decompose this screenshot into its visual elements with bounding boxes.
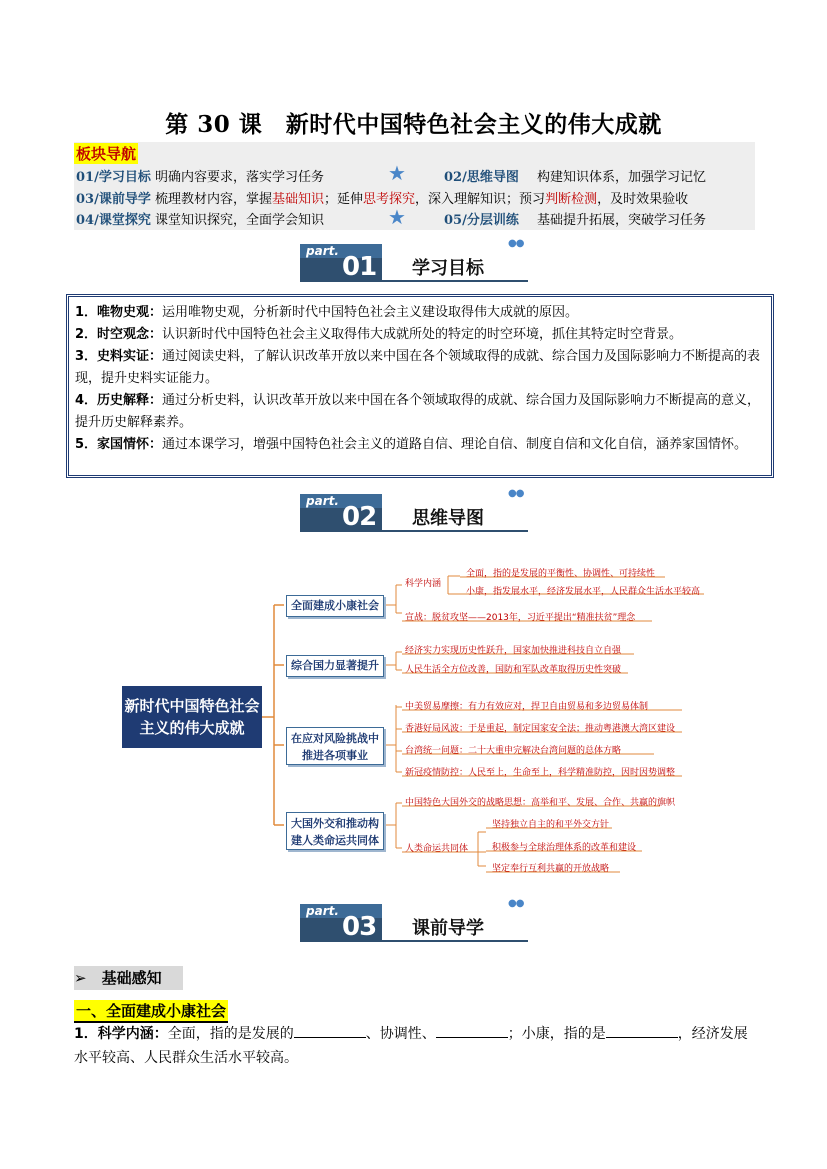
nav-desc: ；延伸 xyxy=(324,192,364,207)
mindmap-leaf: 全面，指的是发展的平衡性、协调性、可持续性 xyxy=(466,569,656,579)
nav-link-training[interactable]: 05/分层训练 xyxy=(444,213,519,228)
nav-highlight: 基础知识 xyxy=(272,192,325,207)
mindmap-leaf: 人类命运共同体 xyxy=(405,844,469,854)
part-label: part. xyxy=(306,494,339,508)
answer-blank[interactable] xyxy=(606,1023,678,1038)
part-number: 01 xyxy=(342,252,377,282)
objective-item: 4．历史解释：通过分析史料，认识改革开放以来中国在各个领域取得的成就、综合国力及国际影响力不断提高的意义，提升历史解释素养。 xyxy=(75,393,761,430)
mindmap-node-diplomacy: 大国外交和推动构建人类命运共同体 xyxy=(286,812,384,850)
mindmap-leaf: 积极参与全球治理体系的改革和建设 xyxy=(492,843,637,853)
nav-link-explore[interactable]: 04/课堂探究 xyxy=(76,213,151,228)
nav-desc: 构建知识体系，加强学习记忆 xyxy=(536,170,706,185)
part-name: 课前导学 xyxy=(412,918,484,939)
mindmap-leaf: 人民生活全方位改善，国防和军队改革取得历史性突破 xyxy=(405,665,622,675)
part-label: part. xyxy=(306,904,339,918)
mindmap-leaf: 香港好局风波：于是重起，制定国家安全法；推动粤港澳大湾区建设 xyxy=(405,724,676,734)
bubble-icon: ●● xyxy=(508,488,524,499)
nav-link-mindmap[interactable]: 02/思维导图 xyxy=(444,170,519,185)
nav-link-preview[interactable]: 03/课前导学 xyxy=(76,192,151,207)
mindmap-leaf: 宣战：脱贫攻坚——2013年，习近平提出“精准扶贫”理念 xyxy=(405,613,636,623)
nav-desc: 课堂知识探究，全面学会知识 xyxy=(154,213,324,228)
mindmap-leaf: 经济实力实现历史性跃升，国家加快推进科技自立自强 xyxy=(405,646,622,656)
nav-desc: ，及时效果验收 xyxy=(597,192,689,207)
part-header-03 xyxy=(300,900,528,944)
answer-blank[interactable] xyxy=(436,1023,508,1038)
mindmap-leaf: 小康，指发展水平，经济发展水平，人民群众生活水平较高 xyxy=(466,587,701,597)
mindmap-leaf: 坚持独立自主的和平外交方针 xyxy=(492,820,610,830)
part-label: part. xyxy=(306,244,339,258)
objective-item: 3．史料实证：通过阅读史料，了解认识改革开放以来中国在各个领域取得的成就、综合国力及国际影响力不断提高的表现，提升史料实证能力。 xyxy=(75,349,761,386)
para-key: 1．科学内涵： xyxy=(74,1026,168,1042)
subsection-heading: 一、全面建成小康社会 xyxy=(74,1000,228,1023)
mindmap-node-risk: 在应对风险挑战中推进各项事业 xyxy=(286,727,384,765)
star-icon: ★ xyxy=(388,205,406,229)
nav-desc: ，深入理解知识；预习 xyxy=(415,192,546,207)
section-heading-basics: ➢ 基础感知 xyxy=(74,966,183,990)
part-number: 02 xyxy=(342,502,377,532)
part-number: 03 xyxy=(342,912,377,942)
mindmap-leaf: 坚定奉行互利共赢的开放战略 xyxy=(492,864,610,874)
objective-item: 2．时空观念：认识新时代中国特色社会主义取得伟大成就所处的特定的时空环境，抓住其特定时空背景。 xyxy=(75,327,683,342)
nav-desc: 明确内容要求，落实学习任务 xyxy=(154,170,324,185)
mindmap-leaf: 台湾统一问题：二十大重申完解决台湾问题的总体方略 xyxy=(405,746,622,756)
mindmap-leaf: 中美贸易摩擦：有力有效应对，捍卫自由贸易和多边贸易体制 xyxy=(405,702,649,712)
objective-item: 1．唯物史观：运用唯物史观，分析新时代中国特色社会主义建设取得伟大成就的原因。 xyxy=(75,305,579,320)
answer-blank[interactable] xyxy=(294,1023,366,1038)
mindmap-leaf: 中国特色大国外交的战略思想：高举和平、发展、合作、共赢的旗帜 xyxy=(405,798,676,808)
objective-item: 5．家国情怀：通过本课学习，增强中国特色社会主义的道路自信、理论自信、制度自信和文化自信，涵养家国情怀。 xyxy=(75,437,748,452)
mindmap-node-national-power: 综合国力显著提升 xyxy=(286,655,384,677)
nav-desc: 基础提升拓展，突破学习任务 xyxy=(536,213,706,228)
mindmap-leaf: 科学内涵 xyxy=(405,579,442,589)
part-name: 思维导图 xyxy=(412,508,484,529)
part-underline xyxy=(382,940,528,942)
nav-desc: 梳理教材内容，掌握 xyxy=(154,192,272,207)
star-icon: ★ xyxy=(388,161,406,185)
nav-heading: 板块导航 xyxy=(76,145,137,163)
nav-link-objectives[interactable]: 01/学习目标 xyxy=(76,170,151,185)
part-name: 学习目标 xyxy=(412,258,484,279)
mindmap-node-xiaokang: 全面建成小康社会 xyxy=(286,595,384,617)
page-title: 第 30 课 新时代中国特色社会主义的伟大成就 xyxy=(165,111,662,138)
nav-highlight: 思考探究 xyxy=(363,192,416,207)
mindmap-root: 新时代中国特色社会主义的伟大成就 xyxy=(122,686,262,748)
fill-in-paragraph: 1．科学内涵：全面，指的是发展的 、协调性、 ；小康，指的是 ，经济发展水平较高、人民群众生活水平较高。 xyxy=(74,1022,759,1070)
mindmap-leaf: 新冠疫情防控：人民至上，生命至上，科学精准防控，因时因势调整 xyxy=(405,768,676,778)
bubble-icon: ●● xyxy=(508,898,524,909)
bubble-icon: ●● xyxy=(508,238,524,249)
nav-highlight: 判断检测 xyxy=(545,192,598,207)
